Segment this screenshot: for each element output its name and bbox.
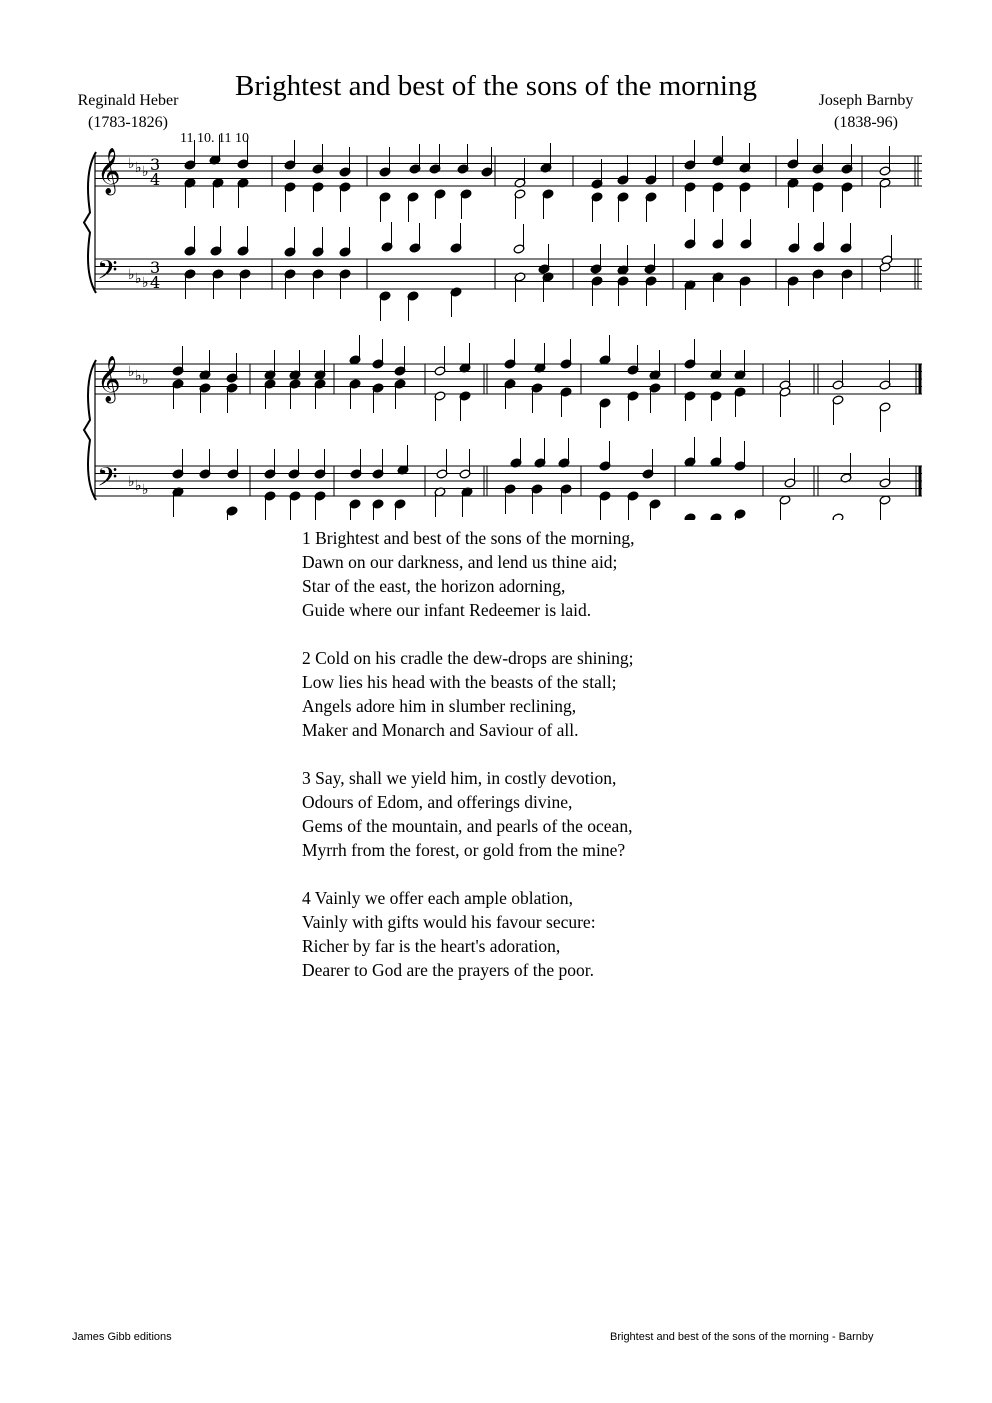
verse-line: 3 Say, shall we yield him, in costly devotion, [302,768,617,788]
flat-icon: ♭ [128,267,135,283]
verse-line: Low lies his head with the beasts of the stall; [302,672,617,692]
flat-icon: ♭ [135,271,142,287]
verse-line: Dawn on our darkness, and lend us thine aid; [302,552,618,572]
verse-line: 1 Brightest and best of the sons of the morning, [302,528,635,548]
verse-3 [302,766,634,862]
flat-icon: ♭ [128,474,135,490]
music-score [0,0,992,520]
composer-name: Joseph Barnby [818,92,914,109]
bass-clef-icon: 𝄢 [97,254,118,292]
verse-line: Maker and Monarch and Saviour of all. [302,720,579,740]
verse-line: Dearer to God are the prayers of the poor. [302,960,595,980]
flat-icon: ♭ [135,368,142,384]
flat-icon: ♭ [135,160,142,176]
flat-icon: ♭ [142,372,149,388]
author-name: Reginald Heber [77,92,179,109]
time-signature-top: 3 [150,258,161,277]
verse-line: Guide where our infant Redeemer is laid. [302,600,592,620]
flat-icon: ♭ [142,275,149,291]
verse-line: Odours of Edom, and offerings divine, [302,792,573,812]
flat-icon: ♭ [128,156,135,172]
footer-publisher: James Gibb editions [72,1331,172,1343]
bass-clef-icon: 𝄢 [97,461,118,499]
verse-line: 4 Vainly we offer each ample oblation, [302,888,574,908]
verses [302,526,634,1006]
flat-icon: ♭ [128,364,135,380]
flat-icon: ♭ [142,164,149,180]
treble-clef-icon: 𝄞 [97,356,121,402]
composer-dates: (1838-96) [834,114,898,131]
verse-line: Star of the east, the horizon adorning, [302,576,566,596]
system-brace [84,152,96,293]
verse-1 [302,526,634,622]
verse-line: 2 Cold on his cradle the dew-drops are shining; [302,648,634,668]
verse-line: Richer by far is the heart's adoration, [302,936,561,956]
verse-line: Vainly with gifts would his favour secure: [302,912,596,932]
flat-icon: ♭ [142,482,149,498]
time-signature-bottom: 4 [150,170,161,189]
time-signature-top: 3 [150,155,161,174]
treble-clef-icon: 𝄞 [97,148,121,194]
time-signature-bottom: 4 [150,273,161,292]
system-brace [84,360,96,500]
verse-line: Angels adore him in slumber reclining, [302,696,577,716]
flat-icon: ♭ [135,478,142,494]
verse-4 [302,886,634,982]
hymn-title: Brightest and best of the sons of the morning [235,70,757,102]
verse-line: Gems of the mountain, and pearls of the ocean, [302,816,633,836]
meter-label: 11 10. 11 10 [180,131,249,146]
footer-page-title: Brightest and best of the sons of the morning - Barnby [610,1331,874,1343]
author-dates: (1783-1826) [88,114,168,131]
verse-line: Myrrh from the forest, or gold from the mine? [302,840,626,860]
verse-2 [302,646,634,742]
